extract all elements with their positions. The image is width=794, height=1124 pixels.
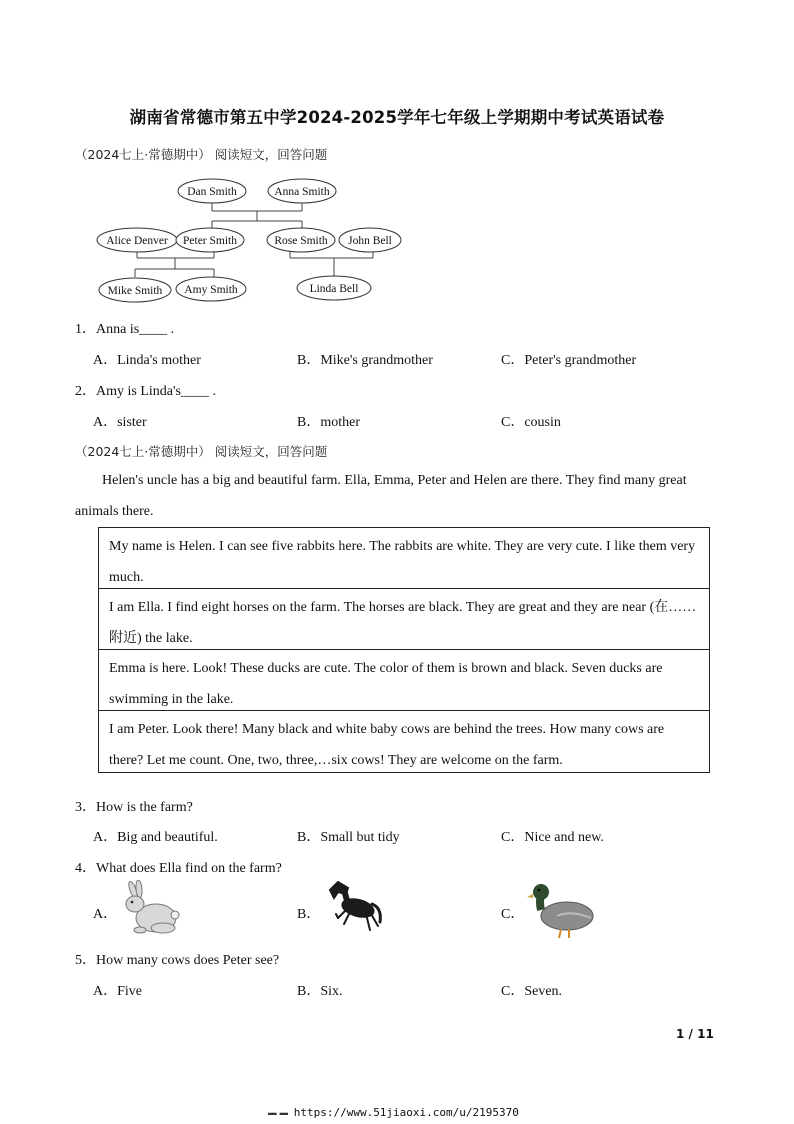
question-2: 2．Amy is Linda's____ .: [75, 384, 216, 399]
q3-option-c[interactable]: C．Nice and new.: [501, 830, 604, 845]
tree-label: Amy Smith: [184, 284, 238, 296]
q2-option-a[interactable]: A．sister: [93, 415, 147, 430]
tree-label: Alice Denver: [106, 235, 168, 247]
family-tree-diagram: [90, 174, 410, 304]
tree-label: Dan Smith: [187, 186, 237, 198]
tree-label: Anna Smith: [274, 186, 330, 198]
tree-label: Rose Smith: [274, 235, 328, 247]
intro-paragraph: Helen's uncle has a big and beautiful farm. Ella, Emma, Peter and Helen are there. They find many great animals there.: [75, 473, 687, 519]
footer-logo-icon: ▬▬ ▬▬: [268, 1109, 288, 1118]
passage-emma: Emma is here. Look! These ducks are cute. The color of them is brown and black. Seven ducks are swimming in the lake.: [99, 650, 709, 711]
footer-url[interactable]: https://www.51jiaoxi.com/u/2195370: [293, 1106, 519, 1119]
horse-icon[interactable]: [322, 878, 384, 940]
passage-helen: My name is Helen. I can see five rabbits here. The rabbits are white. They are very cute. I like them very much.: [99, 528, 709, 589]
tree-label: Mike Smith: [107, 285, 163, 297]
q1-option-a[interactable]: A．Linda's mother: [93, 353, 201, 368]
page-title: 湖南省常德市第五中学2024-2025学年七年级上学期期中考试英语试卷: [129, 108, 665, 127]
q5-option-c[interactable]: C．Seven.: [501, 984, 563, 999]
q1-option-c[interactable]: C．Peter's grandmother: [501, 353, 637, 368]
q2-option-c[interactable]: C．cousin: [501, 415, 561, 430]
question-1: 1．Anna is____ .: [75, 322, 175, 337]
passage-table: [98, 527, 710, 773]
tree-label: John Bell: [348, 235, 392, 247]
q4-option-b[interactable]: B．: [297, 907, 321, 922]
rabbit-icon[interactable]: [120, 880, 182, 938]
question-5: 5．How many cows does Peter see?: [75, 953, 280, 968]
q3-option-b[interactable]: B．Small but tidy: [297, 830, 400, 845]
q5-option-a[interactable]: A．Five: [93, 984, 142, 999]
tree-label: Linda Bell: [309, 283, 359, 295]
q4-option-c[interactable]: C．: [501, 907, 525, 922]
duck-icon[interactable]: [527, 880, 599, 942]
section-label-1: （2024七上·常德期中） 阅读短文，回答问题: [75, 147, 328, 162]
q4-option-a[interactable]: A．: [93, 907, 118, 922]
q3-option-a[interactable]: A．Big and beautiful.: [93, 830, 218, 845]
page-number: 1 / 11: [676, 1027, 714, 1041]
q2-option-b[interactable]: B．mother: [297, 415, 360, 430]
section-label-2: （2024七上·常德期中） 阅读短文，回答问题: [75, 444, 328, 459]
q1-option-b[interactable]: B．Mike's grandmother: [297, 353, 433, 368]
q5-option-b[interactable]: B．Six.: [297, 984, 343, 999]
passage-ella: I am Ella. I find eight horses on the farm. The horses are black. They are great and they are near (在……附近) the lake.: [99, 589, 709, 650]
passage-peter: I am Peter. Look there! Many black and white baby cows are behind the trees. How many cows are there? Let me count. One, two, three,…six cows! They are welcome on the farm.: [109, 722, 665, 768]
question-3: 3．How is the farm?: [75, 800, 193, 815]
footer: [268, 1106, 519, 1119]
tree-label: Peter Smith: [183, 235, 237, 247]
question-4: 4．What does Ella find on the farm?: [75, 861, 282, 876]
